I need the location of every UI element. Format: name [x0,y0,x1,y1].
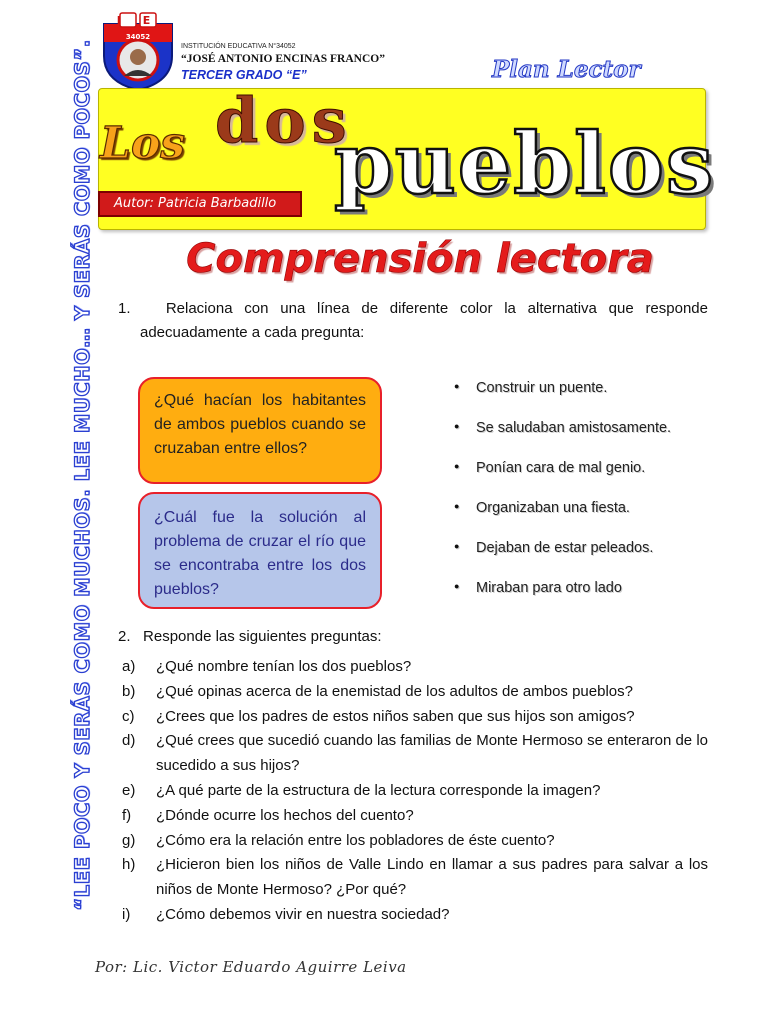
banner-word-dos: dos [215,84,353,157]
q2-heading [118,628,382,645]
item-letter: g) [122,831,136,849]
list-item [118,779,708,804]
list-item [118,680,708,705]
list-item [118,829,708,854]
author-label: Autor: Patricia Barbadillo [98,191,302,217]
item-text: ¿Qué nombre tenían los dos pueblos? [156,658,412,675]
side-slogan [62,10,102,940]
q2-questions-list [118,655,708,928]
plan-lector-label: Plan Lector [492,56,641,83]
item-text: ¿Hicieron bien los niños de Valle Lindo en llamar a sus padres para salvar a los niños de Monte Hermoso? ¿Por qué? [156,856,708,899]
list-item: ● Se saludaban amistosamente. [454,420,671,460]
item-letter: c) [122,707,135,725]
q1-text-line2: adecuadamente a cada pregunta: [140,324,365,341]
q2-heading-text: Responde las siguientes preguntas: [143,628,382,645]
item-text: ¿Crees que los padres de estos niños saben que sus hijos son amigos? [156,707,635,725]
q1-number: 1. [118,300,131,317]
institution-grade: TERCER GRADO “E” [181,68,307,82]
list-item [118,705,708,730]
list-item: ● Ponían cara de mal genio. [454,460,671,500]
list-item: ● Organizaban una fiesta. [454,500,671,540]
item-letter: e) [122,781,136,799]
school-logo-icon [100,10,176,92]
item-text: ¿Cómo debemos vivir en nuestra sociedad? [156,905,450,923]
q1-text-line1: Relaciona con una línea de diferente color la alternativa que responde [165,300,708,317]
item-letter: h) [122,856,136,874]
item-letter: d) [122,732,136,750]
logo-number: 34052 [125,33,151,41]
item-text: ¿Cómo era la relación entre los pobladores de éste cuento? [156,831,555,849]
list-item [118,903,708,928]
signature: Por: Lic. Victor Eduardo Aguirre Leiva [95,958,407,976]
item-letter: a) [122,658,136,675]
banner-word-los: Los [100,118,186,169]
section-title: Comprensión lectora [186,236,654,282]
list-item: ● Miraban para otro lado [454,580,671,620]
item-letter: b) [122,682,136,700]
logo-letters: I E [116,14,160,27]
q2-number: 2. [118,628,131,645]
institution-name: “JOSÉ ANTONIO ENCINAS FRANCO” [181,53,385,65]
question-box-2: ¿Cuál fue la solución al problema de cruzar el río que se encontraba entre los dos pueblos? [138,492,382,609]
list-item [118,804,708,829]
item-text: ¿Qué crees que sucedió cuando las familias de Monte Hermoso se enteraron de lo sucedido a sus hijos? [156,732,708,775]
list-item [118,729,708,779]
question-box-1: ¿Qué hacían los habitantes de ambos pueblos cuando se cruzaban entre ellos? [138,377,382,484]
answer-options-list [454,380,671,620]
item-text: ¿Dónde ocurre los hechos del cuento? [156,806,414,824]
list-item [118,655,708,680]
list-item: ● Dejaban de estar peleados. [454,540,671,580]
side-slogan-text: “LEE POCO Y SERÁS COMO MUCHOS. LEE MUCHO… Y SERÁS COMO POCOS”. [70,39,94,911]
q1-line1 [118,300,708,317]
list-item [118,853,708,903]
item-text: ¿A qué parte de la estructura de la lectura corresponde la imagen? [156,781,601,799]
institution-small: INSTITUCIÓN EDUCATIVA N°34052 [181,43,296,50]
list-item: ● Construir un puente. [454,380,671,420]
item-text: ¿Qué opinas acerca de la enemistad de los adultos de ambos pueblos? [156,682,633,700]
item-letter: f) [122,806,132,824]
banner-word-pueblos: pueblos [334,114,716,213]
item-letter: i) [122,905,131,923]
